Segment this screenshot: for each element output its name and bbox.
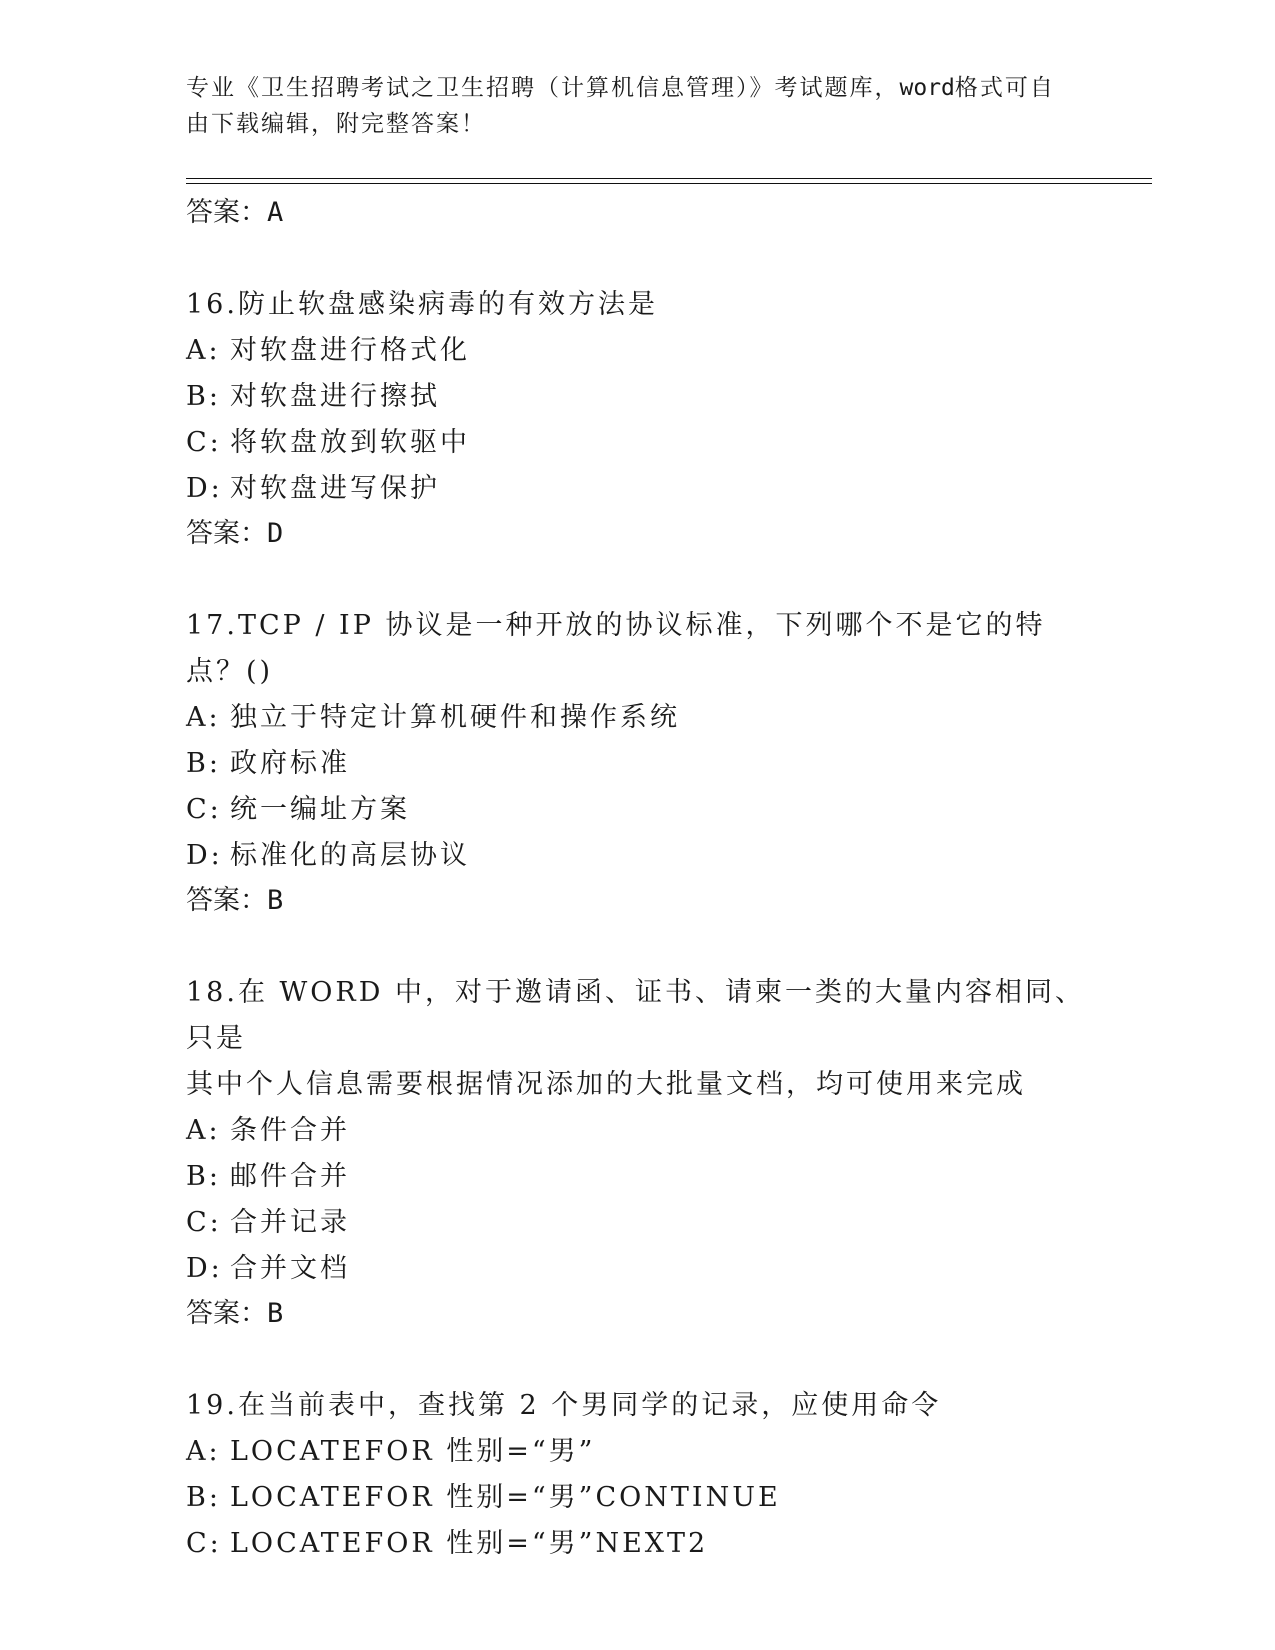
question-18 [186, 970, 1086, 1292]
header-line-2: 由下载编辑，附完整答案！ [186, 111, 486, 137]
option-letter: D: [186, 840, 223, 871]
option-text: 标准化的高层协议 [230, 840, 470, 871]
question-19 [186, 1383, 1086, 1567]
option-text: 独立于特定计算机硬件和操作系统 [230, 702, 680, 733]
option-letter: A: [186, 335, 221, 366]
option-letter: C: [186, 427, 222, 458]
question-title: 19.在当前表中，查找第 2 个男同学的记录，应使用命令 [186, 1390, 942, 1421]
option-letter: C: [186, 1207, 222, 1238]
option-letter: C: [186, 794, 222, 825]
question-17 [186, 603, 1086, 879]
option-b [186, 1475, 1086, 1521]
option-d [186, 466, 1086, 512]
option-text: 合并文档 [230, 1253, 350, 1284]
document-header [186, 70, 1086, 142]
question-title: 16.防止软盘感染病毒的有效方法是 [186, 289, 658, 320]
header-line-1-tail: 格式可自 [954, 75, 1055, 101]
option-letter: B: [186, 1161, 221, 1192]
option-letter: C: [186, 1528, 222, 1559]
header-line-1-text: 专业《卫生招聘考试之卫生招聘（计算机信息管理）》考试题库， [186, 75, 900, 101]
option-text: 条件合并 [230, 1115, 350, 1146]
header-divider-top [186, 178, 1152, 179]
header-line-1 [186, 70, 1086, 106]
question-title: 17.TCP / IP 协议是一种开放的协议标准，下列哪个不是它的特点？() [186, 610, 1046, 687]
option-c [186, 787, 1086, 833]
option-text: 对软盘进行擦拭 [230, 381, 440, 412]
option-c [186, 420, 1086, 466]
option-letter: B: [186, 748, 221, 779]
answer-value: B [267, 885, 284, 916]
header-divider-bottom [186, 183, 1152, 184]
option-letter: D: [186, 1253, 223, 1284]
option-letter: A: [186, 702, 221, 733]
option-a [186, 1429, 1086, 1475]
answer-18 [186, 1292, 1086, 1336]
option-d [186, 833, 1086, 879]
option-letter: A: [186, 1115, 221, 1146]
answer-17 [186, 879, 1086, 923]
option-text: LOCATEFOR 性别=“男” [230, 1436, 596, 1467]
option-letter: D: [186, 473, 223, 504]
answer-label: 答案： [186, 197, 267, 228]
answer-label: 答案： [186, 885, 267, 916]
option-a [186, 1108, 1086, 1154]
option-b [186, 1154, 1086, 1200]
option-b [186, 374, 1086, 420]
option-b [186, 741, 1086, 787]
option-text: 将软盘放到软驱中 [230, 427, 470, 458]
option-a [186, 328, 1086, 374]
answer-value: D [267, 518, 284, 549]
answer-label: 答案： [186, 1298, 267, 1329]
answer-value: B [267, 1298, 284, 1329]
option-a [186, 695, 1086, 741]
option-text: LOCATEFOR 性别=“男”NEXT2 [230, 1528, 709, 1559]
option-d [186, 1246, 1086, 1292]
option-text: 统一编址方案 [230, 794, 410, 825]
answer-value: A [267, 197, 284, 228]
option-letter: A: [186, 1436, 221, 1467]
option-text: 邮件合并 [230, 1161, 350, 1192]
header-word-keyword: word [899, 75, 955, 101]
question-title-line-2: 其中个人信息需要根据情况添加的大批量文档，均可使用来完成 [186, 1069, 1026, 1100]
option-text: 合并记录 [230, 1207, 350, 1238]
document-body [186, 191, 1086, 1567]
option-text: LOCATEFOR 性别=“男”CONTINUE [230, 1482, 781, 1513]
option-text: 对软盘进写保护 [230, 473, 440, 504]
answer-label: 答案： [186, 518, 267, 549]
option-c [186, 1521, 1086, 1567]
option-text: 政府标准 [230, 748, 350, 779]
answer-15 [186, 191, 1086, 235]
question-title-line-1: 18.在 WORD 中，对于邀请函、证书、请柬一类的大量内容相同、只是 [186, 977, 1085, 1054]
option-text: 对软盘进行格式化 [230, 335, 470, 366]
option-letter: B: [186, 1482, 221, 1513]
question-16 [186, 282, 1086, 512]
option-letter: B: [186, 381, 221, 412]
option-c [186, 1200, 1086, 1246]
answer-16 [186, 512, 1086, 556]
